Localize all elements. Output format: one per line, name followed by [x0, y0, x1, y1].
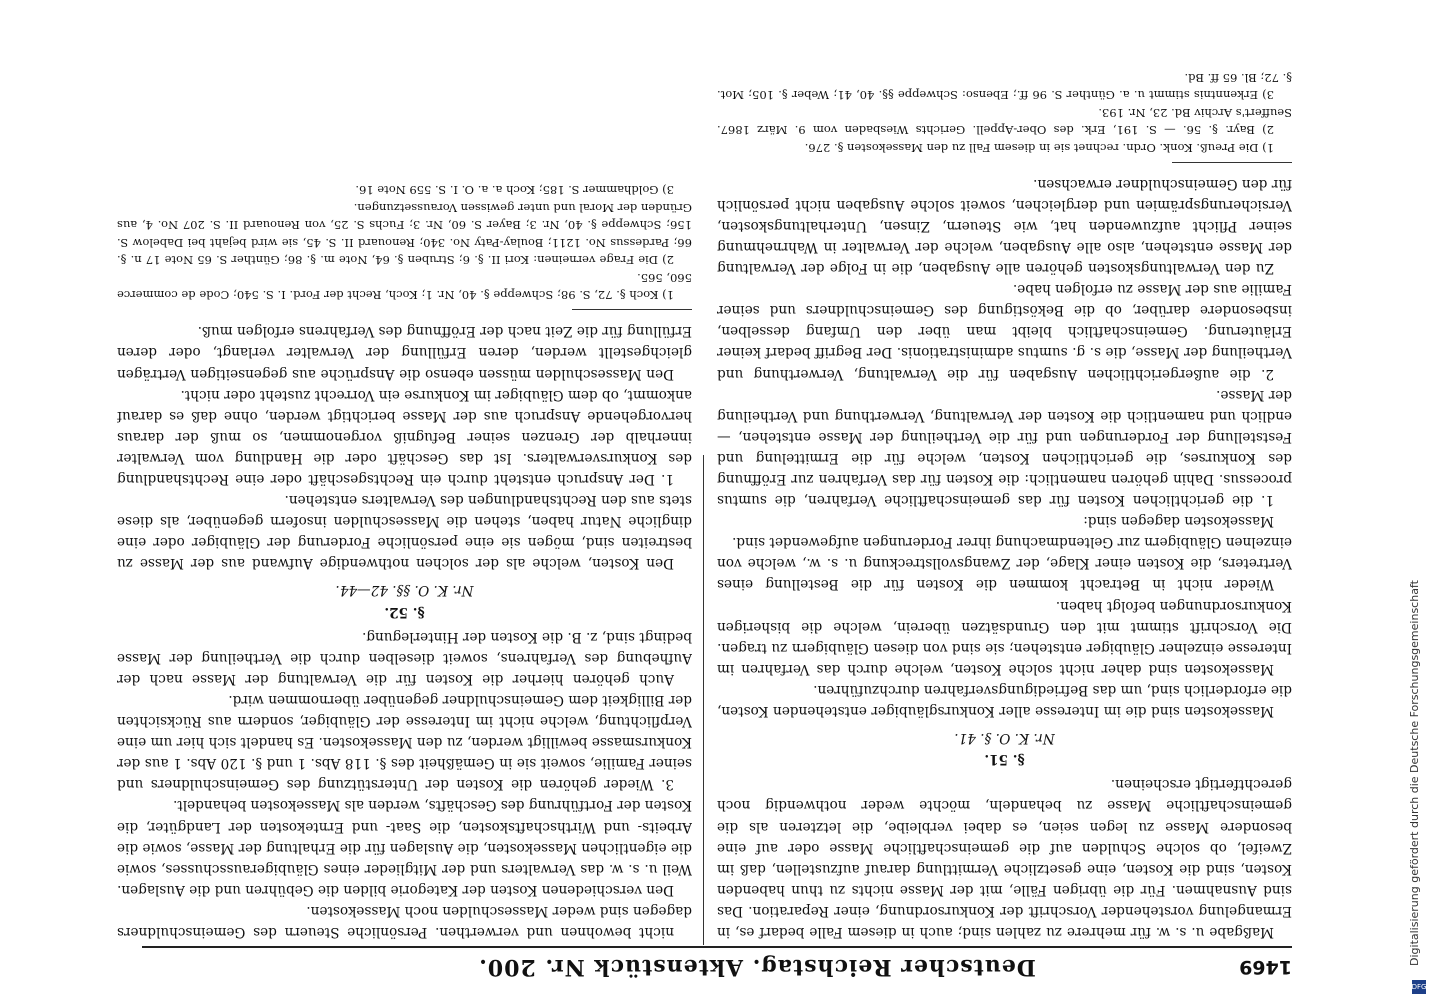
paragraph: 1. Der Anspruch entsteht durch ein Rechtsgeschäft oder eine Rechtshandlung des Konkursverwalters. Ist das Geschäft oder die Handlung vom Verwalter innerhalb der Grenzen seiner Befugniß vorgenommen, so muß der daraus hervorgehende Anspruch aus der Masse berichtigt werden, ohne daß es darauf ankommt, ob dem Gläubiger im Konkurse ein Vorrecht zusteht oder nicht.: [117, 386, 692, 488]
page-number: 1469: [1239, 956, 1292, 978]
section-ref-51: Nr. K. O. §. 41.: [954, 730, 1055, 747]
paragraph: Massekosten dagegen sind:: [1083, 513, 1274, 530]
right-footnotes: [117, 181, 692, 304]
paragraph: 3. Wieder gehören die Kosten der Unterstützung des Gemeinschuldners und seiner Familie, soweit sie in Gemäßheit des §. 118 Abs. 1 und §. 120 Abs. 1 aus der Konkursmasse bewilligt werden, zu den Massekosten. Es handelt sich hier um eine Verpflichtung, welche nicht im Interesse der Gläubiger, sondern aus Rücksichten der Billigkeit dem Gemeinschuldner gegenüber übernommen wird.: [117, 691, 692, 793]
footnote-rule: [572, 309, 692, 310]
footnote: 3) Goldhammer S. 185; Koch a. a. O. I. S. 559 Note 16.: [355, 183, 674, 198]
paragraph: 2. die außergerichtlichen Ausgaben für die Verwaltung, Verwerthung und Vertheilung der Masse, die s. g. sumtus administrationis. Der Begriff bedarf keiner Erläuterung. Gemeinschaftlich bleibt man über den Umfang desselben, insbesondere darüber, ob die Beköstigung des Gemeinschuldners und seiner Familie aus der Masse zu erfolgen habe.: [717, 281, 1292, 382]
section-ref-52: Nr. K. O. §§. 42—44.: [335, 582, 474, 599]
paragraph: nicht bewohnen und verwerthen. Persönliche Steuern des Gemeinschuldners dagegen sind weder Masseschulden noch Massekosten.: [117, 902, 692, 940]
section-title-52: §. 52.: [384, 603, 425, 620]
footnote-rule: [1172, 162, 1292, 163]
paragraph: Den verschiedenen Kosten der Kategorie bilden die Gebühren und die Auslagen. Weil u. s. w. das Verwalters und der Mitglieder eines Gläubigerausschusses, sowie die eigentlichen Massekosten, die Auslagen für die Erhaltung der Masse, sowie die Arbeits- und Wirthschaftskosten, die Saat- und Erntekosten der Landgüter, die Kosten der Fortführung des Geschäfts, werden als Massekosten behandelt.: [117, 797, 692, 898]
right-section-paragraphs: [117, 320, 692, 573]
column-divider: [703, 455, 704, 945]
paragraph: Zu den Verwaltungskosten gehören alle Ausgaben, die in Folge der Verwaltung der Masse entstehen, also alle Ausgaben, welche der Verwalter in Wahrnehmung seiner Pflicht aufzuwenden hat, wie Steuern, Zinsen, Unterhaltungskosten, Versicherungsprämien und dergleichen, soweit solche Ausgaben nicht persönlich für den Gemeinschuldner erwachsen.: [717, 175, 1292, 277]
header-rule: [142, 946, 1292, 948]
paragraph: Massekosten sind die im Interesse aller Konkursgläubiger entstehenden Kosten, die erforderlich sind, um das Befriedigungsverfahren durchzuführen.: [717, 681, 1292, 720]
dfg-logo-icon: DFG: [1412, 980, 1426, 994]
paragraph: Massekosten sind daher nicht solche Kosten, welche durch das Verfahren im Interesse einzelner Gläubiger entstehen; sie sind von diesen Gläubigern zu tragen. Die Vorschrift stimmt mit den Grundsätzen überein, welche die bisherigen Konkursordnungen befolgt haben.: [717, 597, 1292, 677]
digitization-credit: [1408, 66, 1428, 986]
left-footnotes: [717, 68, 1292, 156]
paragraph: Den Kosten, welche als der solchen nothwendige Aufwand aus der Masse zu bestreiten sind, mögen sie eine persönliche Forderung der Gläubiger oder eine dingliche Natur haben, stehen die Masseschulden insofern gegenüber, als diese stets aus den Rechtshandlungen des Verwalters entstehen.: [117, 492, 692, 572]
digitization-credit-text: Digitalisierung gefördert durch die Deutsche Forschungsgemeinschaft: [1408, 580, 1421, 966]
footnote: 1) Die Preuß. Konk. Ordn. rechnet sie in diesem Fall zu den Massekosten §. 276.: [804, 140, 1274, 155]
paragraph: Auch gehören hierher die Kosten für die Verwaltung der Masse nach der Aufhebung des Verfahrens, soweit dieselben durch die Vertheilung der Masse bedingt sind, z. B. die Kosten der Hinterlegung.: [117, 628, 692, 687]
column-left: [717, 22, 1292, 942]
footnote: 3) Erkenntnis stimmt u. a. Günther S. 96 ff.; Ebenso: Schweppe §§. 40, 41; Weber §. 105; Mot. §. 72; Bl. 65 ff. Bd.: [717, 70, 1292, 103]
paragraph: Wieder nicht in Betracht kommen die Kosten für die Bestellung eines Vertreters, die Kosten einer Klage, der Zwangsvollstreckung u. s. w., welche von einzelnen Gläubigern zur Geltendmachung ihrer Forderungen aufgewendet sind.: [717, 534, 1292, 593]
footnote: 1) Koch §. 72, S. 98; Schweppe §. 40, Nr. 1; Koch, Recht der Ford. I. S. 540; Code de commerce 560, 565.: [117, 270, 692, 303]
paragraph: Den Masseschulden müssen ebenso die Ansprüche aus gegenseitigen Verträgen gleichgestellt werden, deren Erfüllung der Verwalter verlangt, oder deren Erfüllung für die Zeit nach der Eröffnung des Verfahrens erfolgen muß.: [117, 323, 692, 382]
right-paragraphs: [117, 626, 692, 942]
paragraph: 1. die gerichtlichen Kosten für das gemeinschaftliche Verfahren, die sumtus processus. Dahin gehören namentlich: die Kosten für das Verfahren zur Eröffnung des Konkurses, die gerichtlichen Kosten, welche für die Ermittelung und Feststellung der Forderungen und für die Vertheilung der Masse entstehen, — endlich und namentlich die Kosten der Verwaltung, Verwerthung und Vertheilung der Masse.: [717, 386, 1292, 509]
column-right: [117, 22, 692, 942]
running-head: Deutscher Reichstag. Aktenstück Nr. 200.: [478, 954, 1036, 980]
paragraph: Maßgabe u. s. w. für mehrere zu zahlen sind; auch in diesem Falle bedarf es, in Ermangelung vorstehender Vorschrift der Konkursordnung, einer Reparation. Das sind Ausnahmen. Für die übrigen Fälle, mit der Masse nichts zu thun habenden Kosten, sind die Kosten, eine gesetzliche Vermittlung darauf aufzustellen, daß im Zweifel, ob solche Schulden auf die gemeinschaftliche Masse oder auf eine besondere Masse zu legen seien, es dabei verbleibe, die letzteren als die gemeinschaftliche Masse zu behandeln, möchte weder nothwendig noch gerechtfertigt erscheinen.: [717, 776, 1292, 940]
footnote: 2) Bayr. §. 56. — S. 191, Erk. des Ober-Appell. Gerichts Wiesbaden vom 9. März 1867. Seuffert's Archiv Bd. 23, Nr. 193.: [717, 105, 1292, 138]
page-header: [282, 949, 1292, 985]
footnote: 2) Die Frage verneinen: Kori II. §. 6; Struben §. 64, Note m. §. 86; Günther S. 65 Note 17 n. §. 66; Pardessus No. 1211; Boulay-Paty No. 340; Renouard II. S. 45, sie wird bejaht bei Dabelow S. 156; Schweppe §. 40, Nr. 3; Bayer S. 60, Nr. 3; Fuchs S. 25, von Renouard II. S. 207 No. 4, aus Gründen der Moral und unter gewissen Voraussetzungen.: [117, 200, 692, 268]
left-paragraphs: [717, 773, 1292, 942]
section-title-51: §. 51.: [984, 751, 1025, 768]
left-section-paragraphs: [717, 173, 1292, 721]
